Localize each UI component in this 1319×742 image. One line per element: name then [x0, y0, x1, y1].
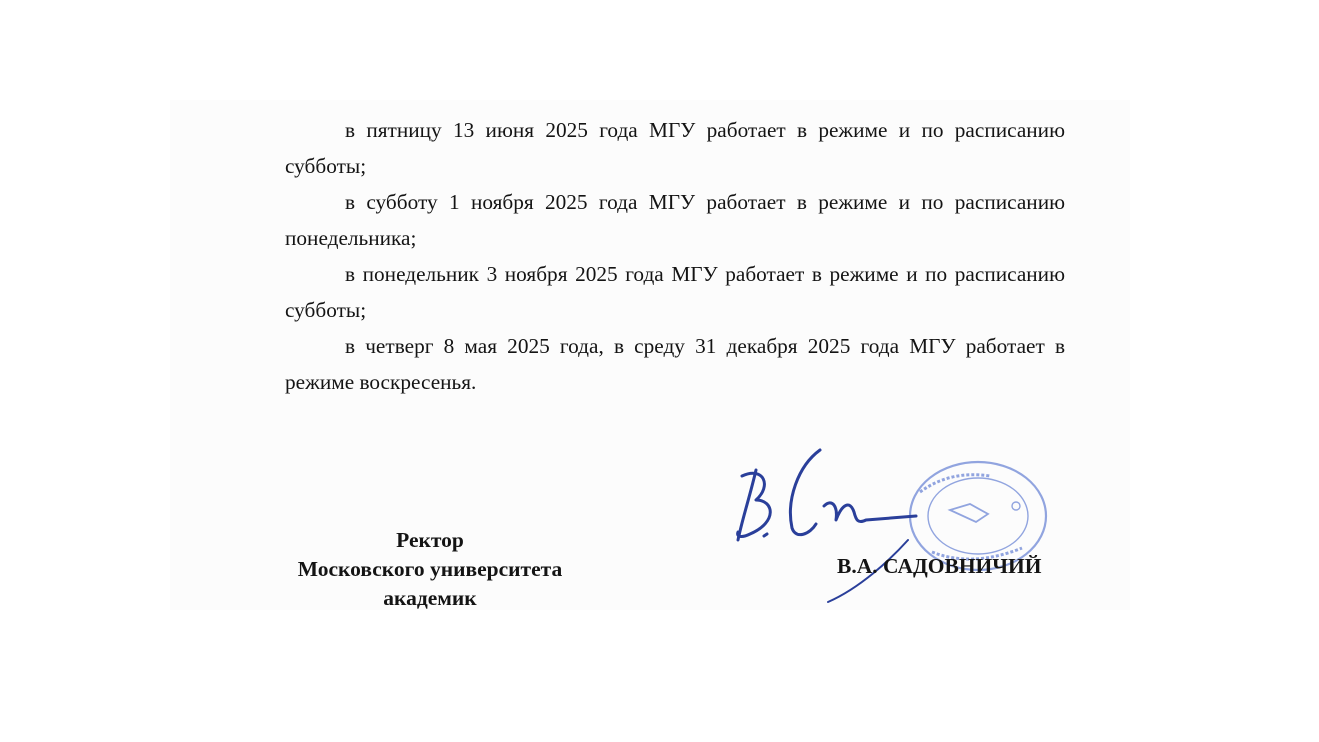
document-body	[285, 112, 1065, 400]
paragraph-november-3: в понедельник 3 ноября 2025 года МГУ работает в режиме и по расписанию субботы;	[285, 262, 1065, 322]
paragraph-november-1: в субботу 1 ноября 2025 года МГУ работает в режиме и по расписанию понедельника;	[285, 190, 1065, 250]
signatory-title	[270, 526, 590, 613]
signature-and-stamp	[720, 440, 1050, 610]
paragraph-june-13: в пятницу 13 июня 2025 года МГУ работает в режиме и по расписанию субботы;	[285, 118, 1065, 178]
signature-stamp-graphic	[720, 440, 1050, 610]
signatory-name: В.А. САДОВНИЧИЙ	[837, 554, 1042, 578]
signatory-rank: академик	[383, 586, 477, 610]
signatory-organization: Московского университета	[297, 557, 563, 581]
paragraph-may-8-december-31: в четверг 8 мая 2025 года, в среду 31 декабря 2025 года МГУ работает в режиме воскресенья.	[285, 334, 1065, 394]
signatory-position: Ректор	[396, 528, 464, 552]
